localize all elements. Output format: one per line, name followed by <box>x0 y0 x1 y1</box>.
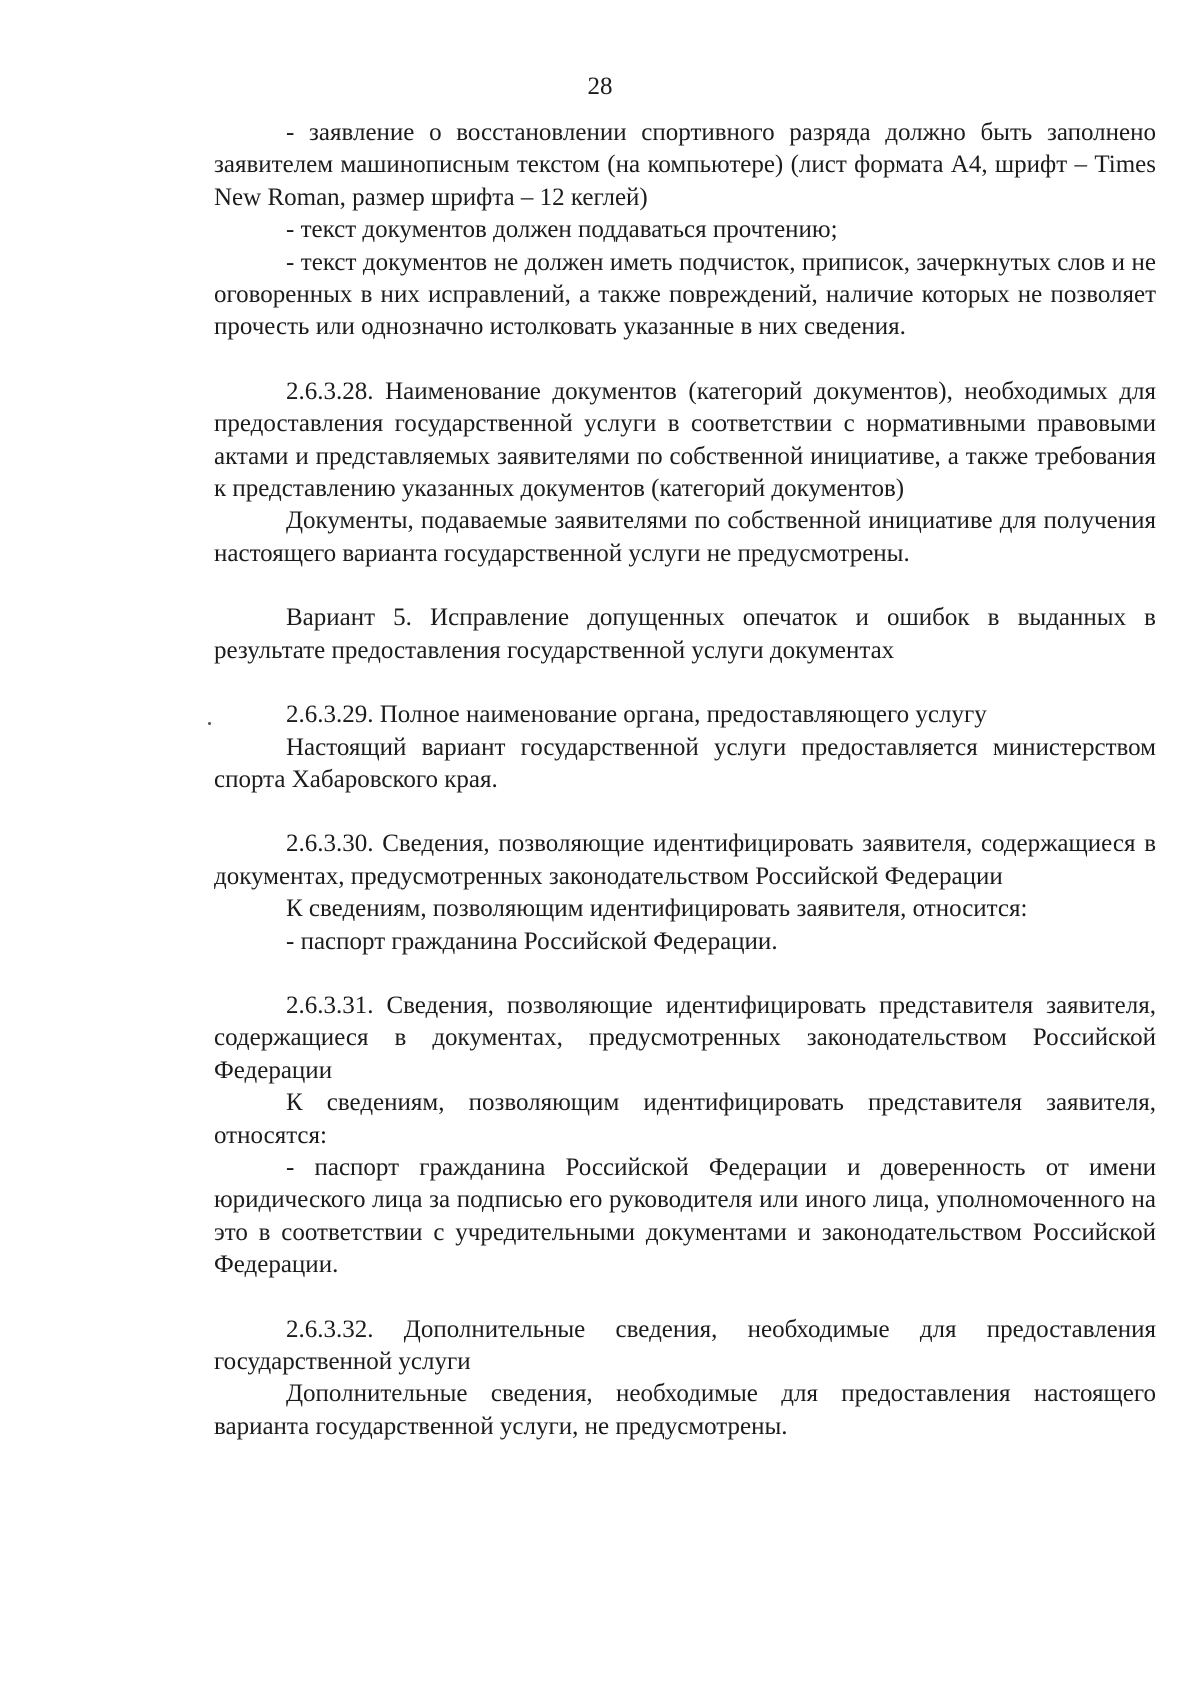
page-number: 28 <box>587 73 613 100</box>
paragraph-representative-documents: - паспорт гражданина Российской Федерации и доверенность от имени юридического лица за подписью его руководителя или иного лица, уполномоченного на это в соответствии с учредительными документами и законодательством Российской Федерации. <box>214 1153 1156 1279</box>
paragraph-application-requirements: - заявление о восстановлении спортивного разряда должно быть заполнено заявителем машинописным текстом (на компьютере) (лист формата А4, шрифт – Times New Roman, размер шрифта – 12 кеглей) <box>214 119 1156 211</box>
section-heading-2-6-3-30: 2.6.3.30. Сведения, позволяющие идентифицировать заявителя, содержащиеся в документах, предусмотренных законодательством Российской Федерации <box>214 830 1156 890</box>
paragraph-representative-id-intro: К сведениям, позволяющим идентифицировать представителя заявителя, относятся: <box>214 1089 1156 1149</box>
paragraph-applicant-id-intro: К сведениям, позволяющим идентифицировать заявителя, относится: <box>286 895 1028 923</box>
document-body <box>214 117 1156 1443</box>
paragraph-text-readable: - текст документов должен поддаваться прочтению; <box>286 216 838 244</box>
section-heading-2-6-3-32: 2.6.3.32. Дополнительные сведения, необходимые для предоставления государственной услуги <box>214 1315 1156 1375</box>
paragraph-applicant-passport: - паспорт гражданина Российской Федерации. <box>286 927 778 955</box>
paragraph-additional-info: Дополнительные сведения, необходимые для предоставления настоящего варианта государственной услуги, не предусмотрены. <box>214 1380 1156 1440</box>
paragraph-no-corrections: - текст документов не должен иметь подчисток, приписок, зачеркнутых слов и не оговоренных в них исправлений, а также повреждений, наличие которых не позволяет прочесть или однозначно истолковать указанные в них сведения. <box>214 248 1156 341</box>
section-heading-2-6-3-28: 2.6.3.28. Наименование документов (категорий документов), необходимых для предоставления государственной услуги в соответствии с нормативными правовыми актами и представляемых заявителями по собственной инициативе, а также требования к представлению указанных документов (категорий документов) <box>214 377 1156 503</box>
paragraph-providing-authority: Настоящий вариант государственной услуги предоставляется министерством спорта Хабаровского края. <box>214 733 1156 793</box>
scan-dot-mark <box>208 722 211 725</box>
section-heading-2-6-3-31: 2.6.3.31. Сведения, позволяющие идентифицировать представителя заявителя, содержащиеся в документах, предусмотренных законодательством Российской Федерации <box>214 991 1156 1084</box>
section-heading-2-6-3-29: 2.6.3.29. Полное наименование органа, предоставляющего услугу <box>286 701 987 729</box>
paragraph-own-initiative-documents: Документы, подаваемые заявителями по собственной инициативе для получения настоящего варианта государственной услуги не предусмотрены. <box>214 507 1156 567</box>
variant-5-heading: Вариант 5. Исправление допущенных опечаток и ошибок в выданных в результате предоставления государственной услуги документах <box>214 604 1156 664</box>
